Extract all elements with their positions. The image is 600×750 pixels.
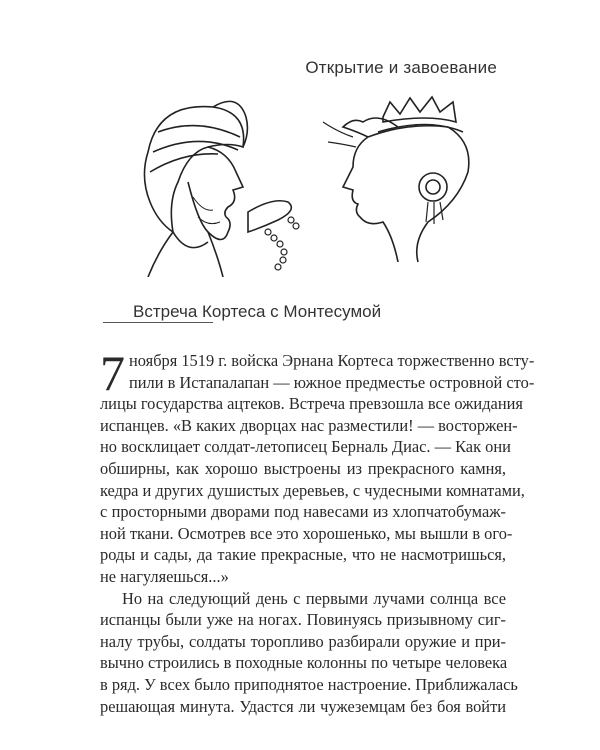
text-line: но восклицает солдат-летописец Берналь Диас. — Как они (100, 437, 511, 457)
body-text (100, 345, 535, 717)
running-head: Открытие и завоевание (305, 58, 497, 77)
text-line: пили в Истапалапан — южное предместье островной сто- (129, 372, 535, 392)
montezuma-figure (323, 97, 469, 262)
text-line: Но на следующий день с первыми лучами солнца все (122, 588, 506, 608)
text-line: ной ткани. Осмотрев все это хорошенько, мы вышли в ого- (100, 523, 513, 543)
cortes-figure (144, 101, 299, 277)
section-rule (103, 322, 213, 323)
text-line: испанцев. «В каких дворцах нас разместили! — восторжен- (100, 415, 518, 435)
text-line: решающая минута. Удастся ли чужеземцам без боя войти (100, 696, 506, 716)
text-line: кедра и других душистых деревьев, с чудесными комнатами, (100, 480, 525, 500)
section-title: Встреча Кортеса с Монтесумой (133, 302, 382, 321)
text-line: налу трубы, солдаты торопливо разбирали оружие и при- (100, 631, 506, 651)
text-line: не нагуляешься...» (100, 566, 229, 586)
cortes-montezuma-illustration (128, 92, 493, 277)
text-line: в ряд. У всех было приподнятое настроение. Приближалась (100, 674, 518, 694)
text-line: с просторными дворами под навесами из хлопчатобумаж- (100, 502, 506, 522)
text-line: обширны, как хорошо выстроены из прекрасного камня, (100, 458, 506, 478)
text-line: ноября 1519 г. войска Эрнана Кортеса торжественно всту- (129, 351, 535, 370)
text-line: испанцы были уже на ногах. Повинуясь призывному сиг- (100, 610, 506, 630)
drop-cap: 7 (100, 345, 125, 401)
text-line: вычно строились в походные колонны по четыре человека (100, 653, 508, 673)
text-line: роды и сады, да такие прекрасные, что не насмотришься, (100, 545, 506, 565)
text-line: лицы государства ацтеков. Встреча превзошла все ожидания (100, 394, 523, 414)
